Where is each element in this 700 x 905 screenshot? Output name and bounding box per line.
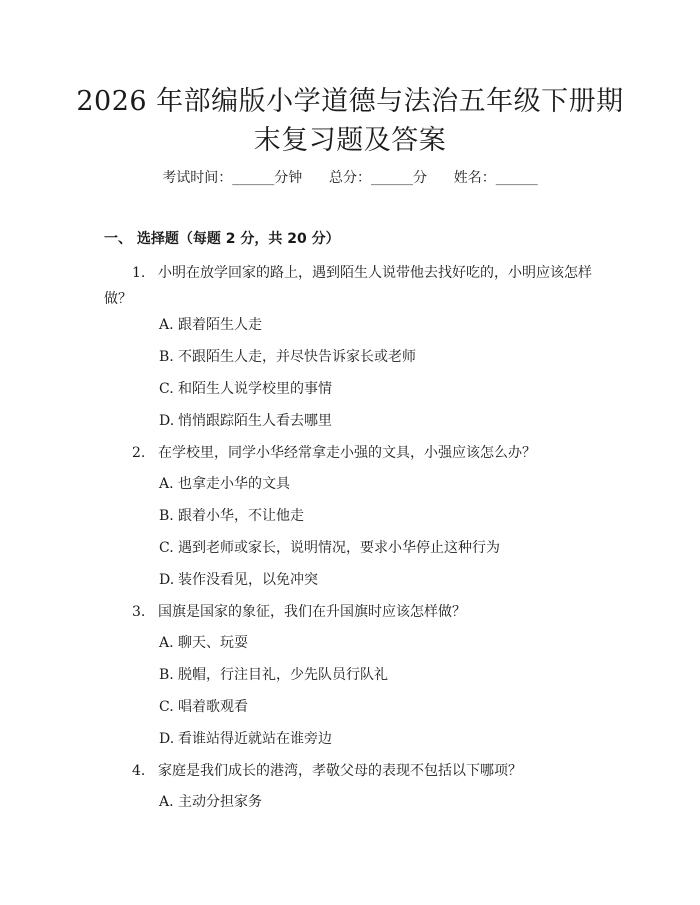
option-text: 主动分担家务 [178,794,262,810]
question-3 [132,598,602,626]
option-text: 看谁站得近就站在谁旁边 [178,731,332,747]
option-letter: D. [159,731,175,747]
option-letter: C. [159,540,174,556]
option-2a [159,473,290,493]
option-text: 脱帽，行注目礼，少先队员行队礼 [178,667,388,683]
option-letter: A. [159,476,174,492]
option-1c [159,378,332,398]
option-2d [159,569,318,589]
question-number: 1. [132,265,146,281]
option-letter: A. [159,317,174,333]
option-3a [159,632,248,652]
option-text: 悄悄跟踪陌生人看去哪里 [178,413,332,429]
option-letter: D. [159,413,175,429]
document-title-line-2: 末复习题及答案 [253,125,447,156]
exam-info-line: 考试时间：______分钟 总分：______分 姓名：______ [162,170,538,186]
option-letter: B. [159,349,174,365]
question-2 [132,439,602,467]
option-text: 跟着小华，不让他走 [178,508,304,524]
option-letter: C. [159,381,174,397]
option-2b [159,505,304,525]
question-text: 在学校里，同学小华经常拿走小强的文具，小强应该怎么办？ [158,445,536,461]
option-text: 聊天、玩耍 [178,635,248,651]
option-2c [159,537,500,557]
option-letter: A. [159,635,174,651]
question-number: 2. [132,445,146,461]
option-text: 遇到老师或家长，说明情况，要求小华停止这种行为 [178,540,500,556]
option-text: 不跟陌生人走，并尽快告诉家长或老师 [178,349,416,365]
option-letter: C. [159,699,174,715]
option-text: 装作没看见，以免冲突 [178,572,318,588]
question-text: 家庭是我们成长的港湾，孝敬父母的表现不包括以下哪项？ [158,763,522,779]
option-text: 也拿走小华的文具 [178,476,290,492]
section-heading-multiple-choice: 一、 选择题（每题 2 分，共 20 分） [104,231,340,247]
option-letter: B. [159,508,174,524]
option-text: 和陌生人说学校里的事情 [178,381,332,397]
option-1a [159,314,262,334]
question-text: 小明在放学回家的路上，遇到陌生人说带他去找好吃的，小明应该怎样 [158,265,592,281]
document-title-line-1: 2026 年部编版小学道德与法治五年级下册期 [76,86,624,117]
option-1d [159,410,332,430]
option-letter: D. [159,572,175,588]
option-3c [159,696,248,716]
question-4 [132,757,602,785]
question-text-continuation: 做？ [104,291,132,307]
question-text: 国旗是国家的象征，我们在升国旗时应该怎样做？ [158,604,466,620]
question-1 [104,259,602,307]
option-letter: B. [159,667,174,683]
option-text: 唱着歌观看 [178,699,248,715]
option-3d [159,728,332,748]
option-letter: A. [159,794,174,810]
option-text: 跟着陌生人走 [178,317,262,333]
option-3b [159,664,388,684]
question-number: 3. [132,604,146,620]
option-1b [159,346,416,366]
option-4a [159,791,262,811]
question-number: 4. [132,763,146,779]
